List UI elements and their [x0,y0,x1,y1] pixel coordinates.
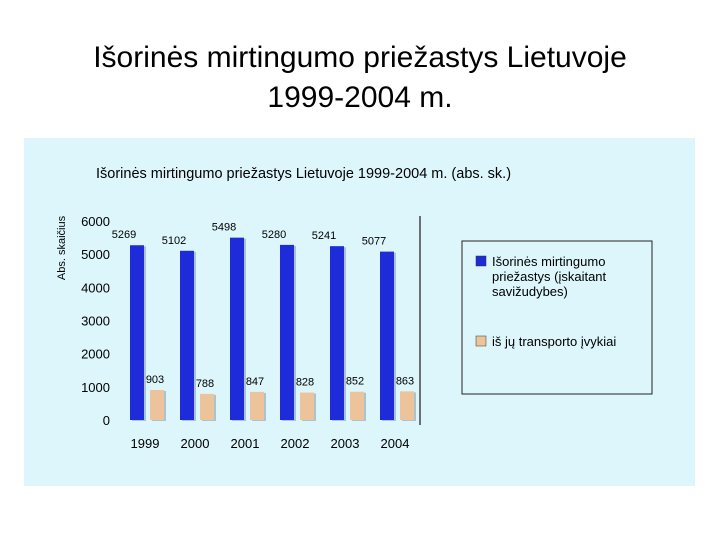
bars [112,222,416,421]
bar [180,251,194,420]
x-tick-label: 2001 [230,436,260,451]
slide-title-line-2: 1999-2004 m. [267,81,453,114]
y-tick-label: 1000 [81,379,110,395]
bar [200,394,214,420]
bar [400,391,414,420]
y-tick-label: 3000 [81,313,110,329]
data-label: 5102 [161,234,187,247]
x-tick-label: 1999 [130,436,160,451]
x-tick-label: 2002 [280,436,310,451]
bar-chart [24,138,695,486]
y-tick-label: 2000 [81,346,110,362]
data-label: 5280 [261,228,287,241]
data-label: 5269 [111,229,137,242]
x-tick-label: 2000 [180,436,210,451]
legend [462,241,652,394]
y-tick-label: 0 [102,413,110,428]
y-axis-label: Abs. skaičius [56,215,68,281]
data-label: 5498 [211,221,237,234]
data-label: 5077 [361,235,387,248]
data-label: 852 [345,375,365,388]
data-label: 5241 [311,230,337,243]
bar [250,392,264,420]
legend-entry: Išorinės mirtingumo [492,254,606,269]
legend-swatch [476,256,486,266]
bar [300,393,314,420]
y-tick-label: 4000 [81,280,110,296]
chart-title: Išorinės mirtingumo priežastys Lietuvoje 1999-2004 m. (abs. sk.) [96,166,512,182]
data-label: 788 [195,377,215,390]
x-tick-label: 2004 [380,436,410,451]
chart-panel [24,138,695,486]
data-label: 847 [245,375,265,388]
x-tick-label: 2003 [330,436,360,451]
bar [330,246,344,420]
slide-title-line-1: Išorinės mirtingumo priežastys Lietuvoje [93,41,627,74]
y-tick-label: 5000 [81,247,110,263]
bar [350,392,364,420]
legend-entry: iš jų transporto įvykiai [492,334,617,349]
legend-entry: priežastys (įskaitant [492,269,607,284]
data-label: 828 [295,376,315,389]
y-tick-label: 6000 [81,214,110,229]
data-label: 863 [395,375,415,388]
legend-swatch [476,336,486,346]
data-label: 903 [145,374,165,387]
slide-title [0,38,720,118]
legend-entry: savižudybes) [492,284,568,299]
bar [230,238,244,420]
bar [130,245,144,420]
bar [280,245,294,420]
bar [150,390,164,420]
bar [380,252,394,420]
